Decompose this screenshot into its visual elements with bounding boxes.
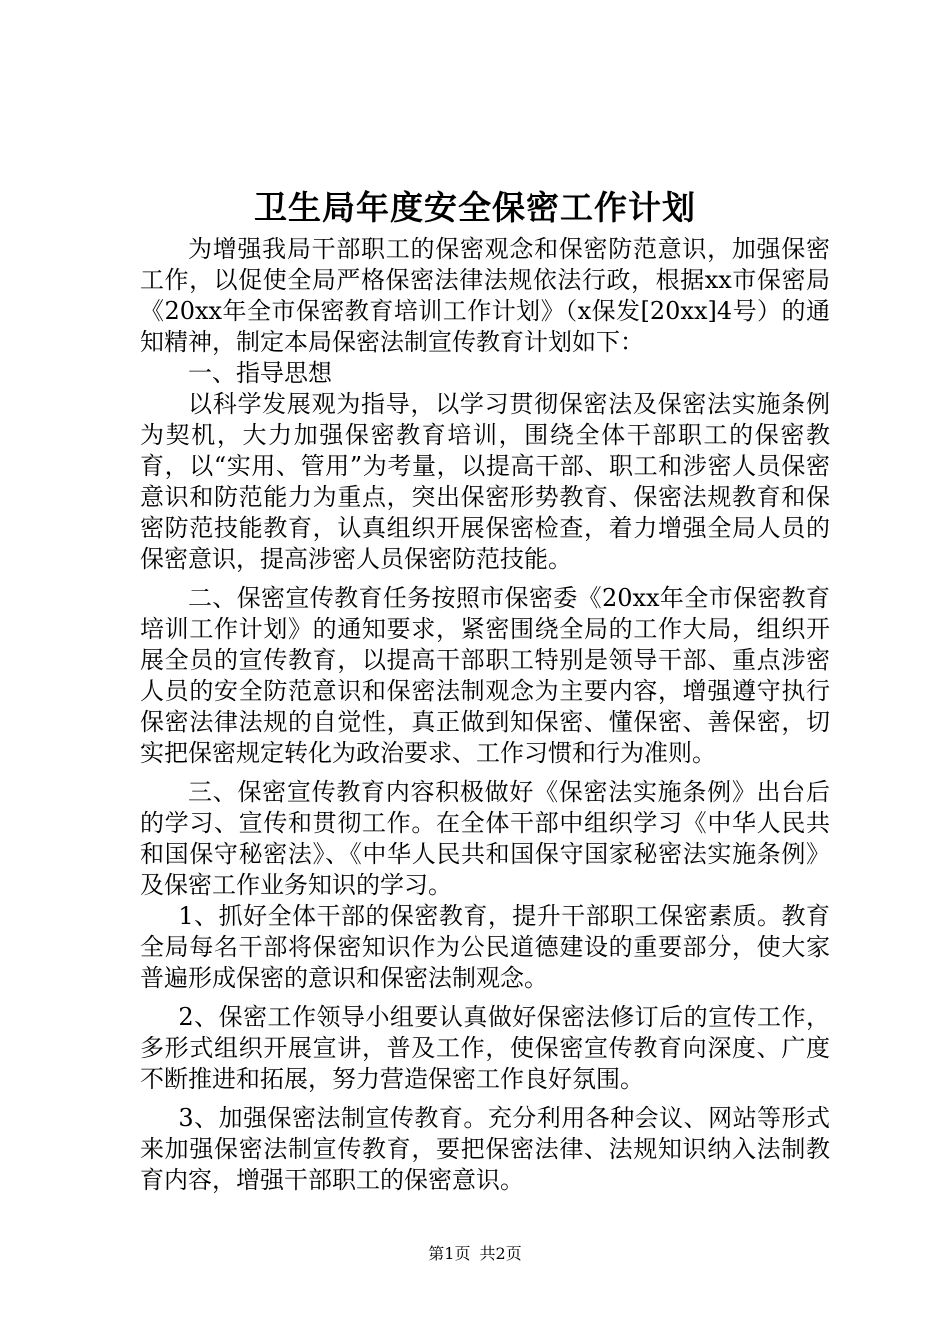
list-item-2: 2、保密工作领导小组要认真做好保密法修订后的宣传工作，多形式组织开展宣讲，普及工作，使保密宣传教育向深度、广度不断推进和拓展，努力营造保密工作良好氛围。	[140, 1003, 830, 1093]
list-item-3: 3、加强保密法制宣传教育。充分利用各种会议、网站等形式来加强保密法制宣传教育，要把保密法律、法规知识纳入法制教育内容，增强干部职工的保密意识。	[140, 1104, 830, 1194]
list-item-1: 1、抓好全体干部的保密教育，提升干部职工保密素质。教育全局每名干部将保密知识作为公民道德建设的重要部分，使大家普遍形成保密的意识和保密法制观念。	[140, 902, 830, 992]
guiding-thought-paragraph: 以科学发展观为指导，以学习贯彻保密法及保密法实施条例为契机，大力加强保密教育培训，围绕全体干部职工的保密教育，以“实用、管用”为考量，以提高干部、职工和涉密人员保密意识和防范能力为重点，突出保密形势教育、保密法规教育和保密防范技能教育，认真组织开展保密检查，着力增强全局人员的保密意识，提高涉密人员保密防范技能。	[140, 390, 830, 573]
section-two-paragraph: 二、保密宣传教育任务按照市保密委《20xx年全市保密教育培训工作计划》的通知要求，紧密围绕全局的工作大局，组织开展全员的宣传教育，以提高干部职工特别是领导干部、重点涉密人员的安全防范意识和保密法制观念为主要内容，增强遵守执行保密法律法规的自觉性，真正做到知保密、懂保密、善保密，切实把保密规定转化为政治要求、工作习惯和行为准则。	[140, 584, 830, 767]
intro-paragraph: 为增强我局干部职工的保密观念和保密防范意识，加强保密工作，以促使全局严格保密法律法规依法行政，根据xx市保密局《20xx年全市保密教育培训工作计划》（x保发[20xx]4号）的通知精神，制定本局保密法制宣传教育计划如下：	[140, 235, 830, 356]
section-heading-guiding-thought: 一、指导思想	[188, 359, 332, 387]
section-three-paragraph: 三、保密宣传教育内容积极做好《保密法实施条例》出台后的学习、宣传和贯彻工作。在全体干部中组织学习《中华人民共和国保守秘密法》、《中华人民共和国保守国家秘密法实施条例》及保密工作业务知识的学习。	[140, 778, 830, 899]
page-number-footer: 第1页 共2页	[428, 1244, 522, 1263]
document-title: 卫生局年度安全保密工作计划	[254, 188, 696, 227]
document-body	[140, 234, 830, 1196]
